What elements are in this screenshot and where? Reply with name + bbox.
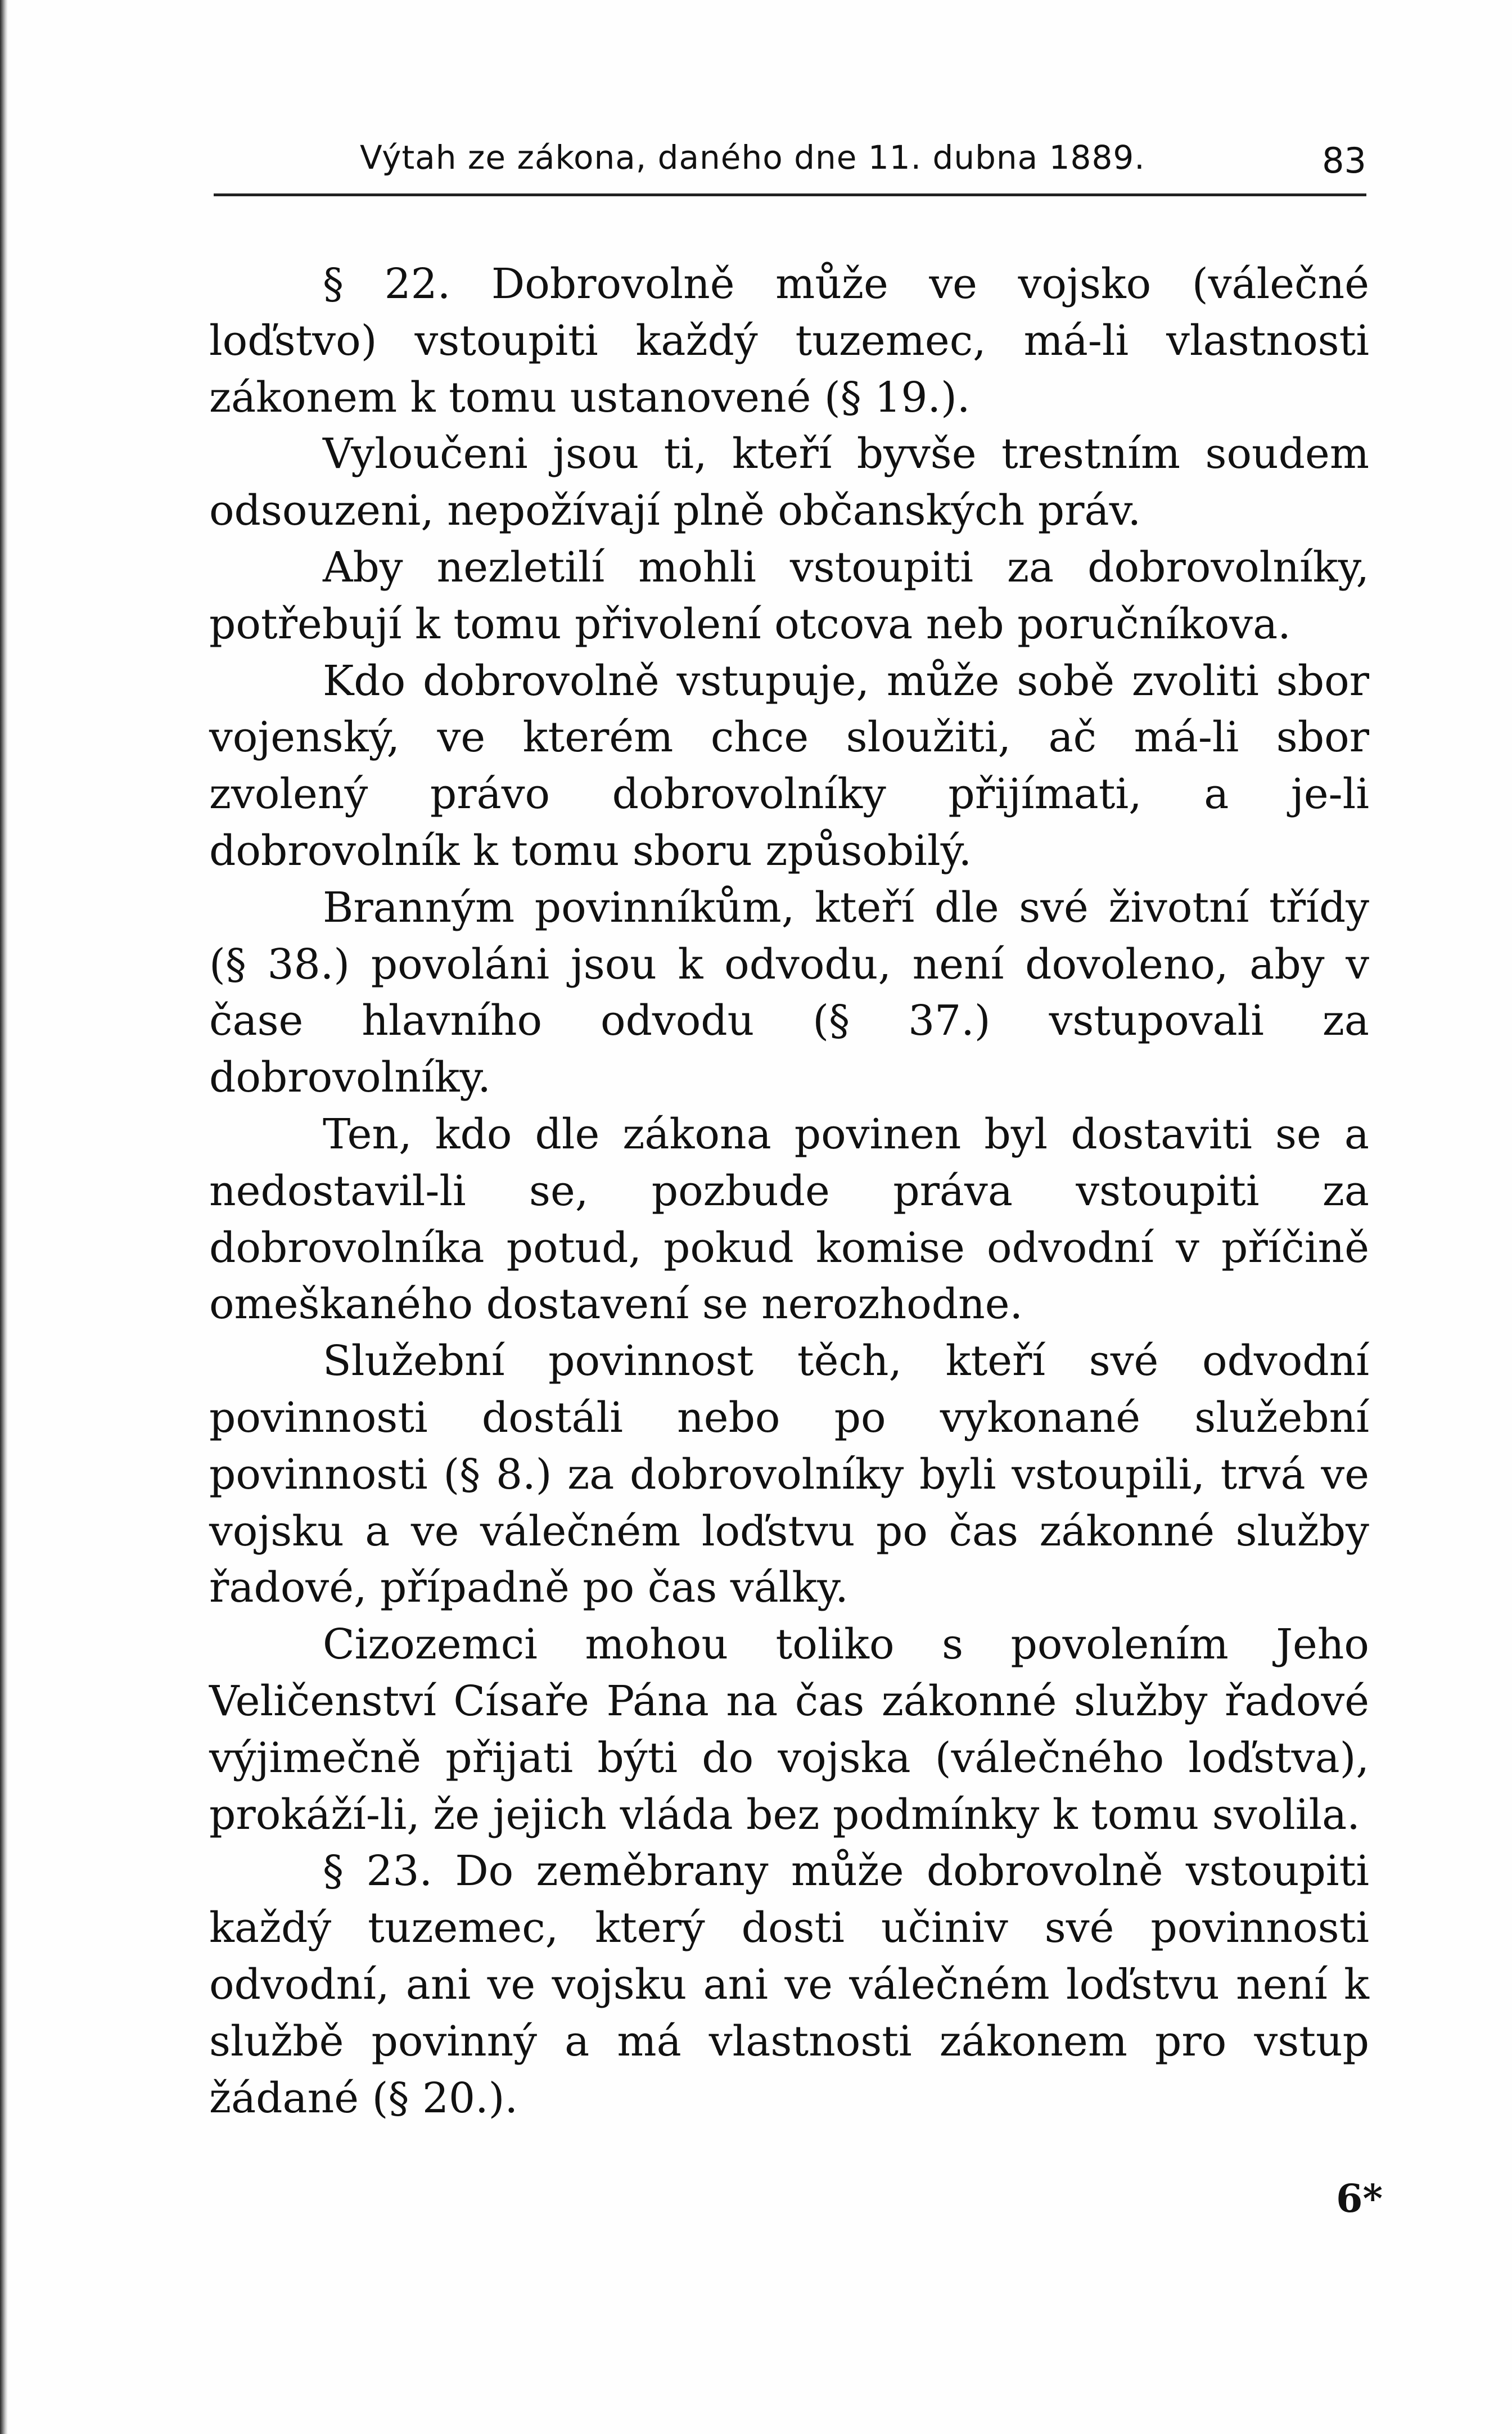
paragraph-conscripts: Branným povinníkům, kteří dle své životní třídy (§ 38.) povoláni jsou k odvodu, není dovoleno, aby v čase hlavního odvodu (§ 37.) vstupovali za dobrovolníky. (209, 883, 1369, 1102)
header-rule (214, 193, 1366, 196)
paragraph-service-duration: Služební povinnost těch, kteří své odvodní povinnosti dostáli nebo po vykonané služební povinnosti (§ 8.) za dobrovolníky byli vstoupili, trvá ve vojsku a ve válečném loďstvu po čas zákonné služby řadové, případně po čas války. (209, 1337, 1369, 1612)
paragraph-minors: Aby nezletilí mohli vstoupiti za dobrovolníky, potřebují k tomu přivolení otcova neb poručníkova. (209, 543, 1369, 648)
paragraph-foreigners: Cizozemci mohou toliko s povolením Jeho Veličenství Císaře Pána na čas zákonné služby řadové výjimečně přijati býti do vojska (válečného loďstva), prokáží-li, že jejich vláda bez podmínky k tomu svolila. (209, 1620, 1369, 1839)
page-header (214, 135, 1366, 197)
paragraph-choice-of-corps: Kdo dobrovolně vstupuje, může sobě zvoliti sbor vojenský, ve kterém chce sloužiti, ač má-li sbor zvolený právo dobrovolníky přijímati, a je-li dobrovolník k tomu sboru způsobilý. (209, 656, 1369, 875)
paragraph-section-23: § 23. Do zeměbrany může dobrovolně vstoupiti každý tuzemec, který dosti učiniv své povinnosti odvodní, ani ve vojsku ani ve válečném loďstvu není k službě povinný a má vlastnosti zákonem pro vstup žádané (§ 20.). (209, 1847, 1369, 2122)
paragraph-absentees: Ten, kdo dle zákona povinen byl dostaviti se a nedostavil-li se, pozbude práva vstoupiti za dobrovolníka potud, pokud komise odvodní v příčině omeškaného dostavení se nerozhodne. (209, 1110, 1369, 1329)
body-text (209, 256, 1369, 2126)
page-number: 83 (1322, 140, 1366, 181)
paragraph-section-22: § 22. Dobrovolně může ve vojsko (válečné loďstvo) vstoupiti každý tuzemec, má-li vlastnosti zákonem k tomu ustanovené (§ 19.). (209, 260, 1369, 422)
signature-mark: 6* (1336, 2176, 1383, 2221)
page-binding-edge (0, 0, 8, 2434)
running-title: Výtah ze zákona, daného dne 11. dubna 1889. (360, 138, 1145, 177)
paragraph-excluded: Vyloučeni jsou ti, kteří byvše trestním soudem odsouzeni, nepožívají plně občanských práv. (209, 430, 1369, 535)
